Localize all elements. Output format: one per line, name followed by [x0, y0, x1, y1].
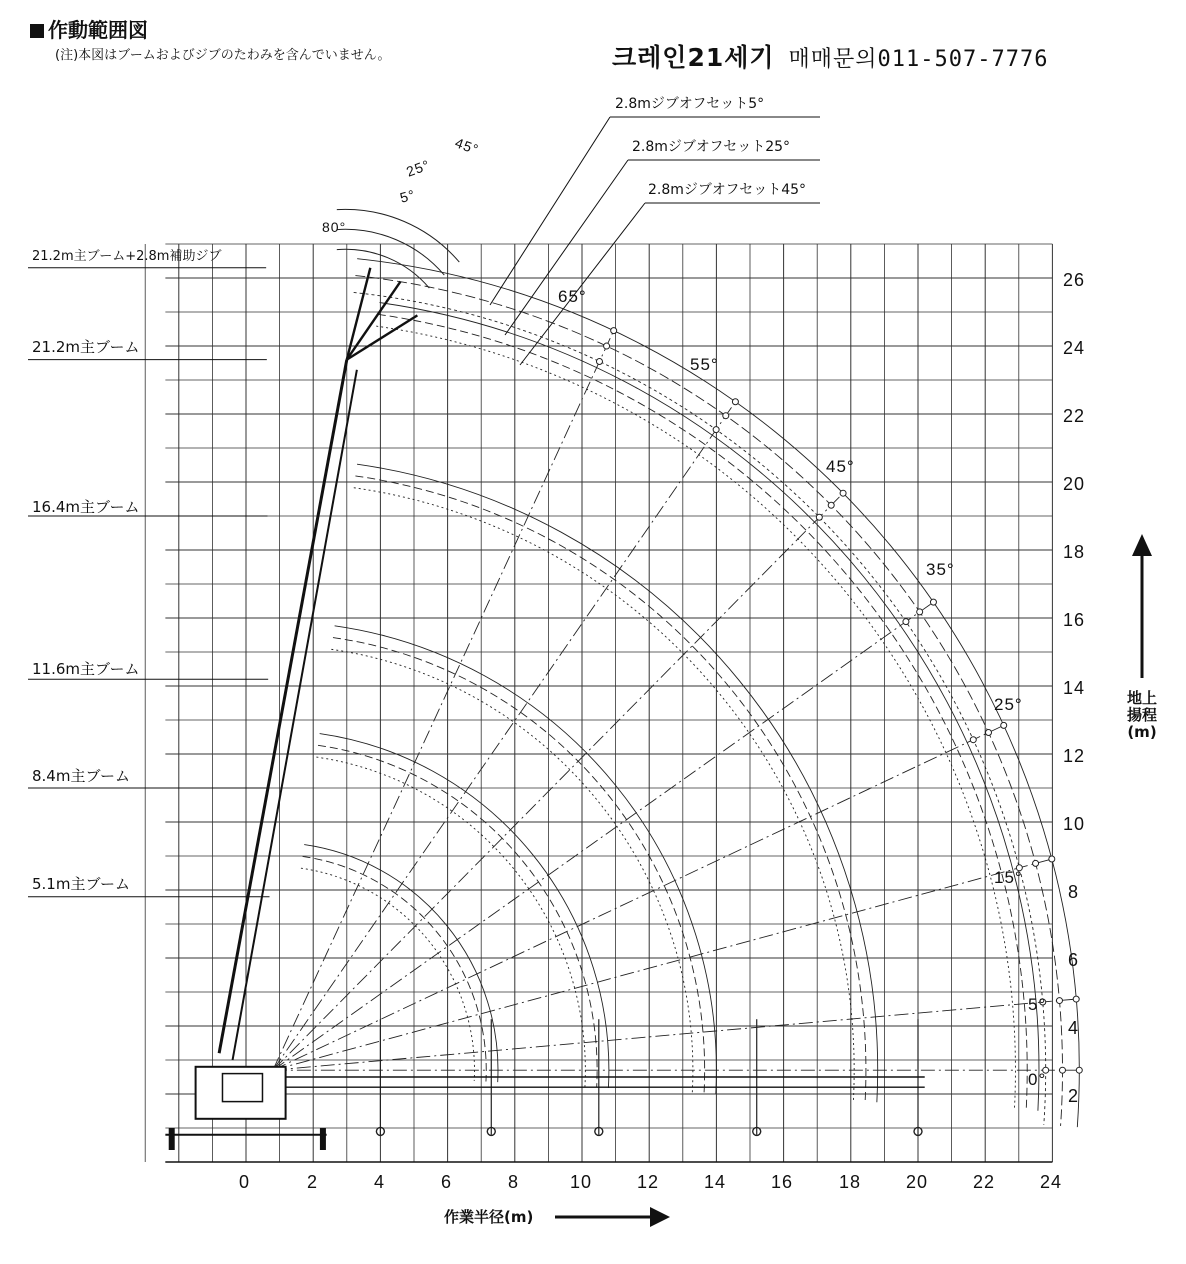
tip-marker [723, 413, 729, 419]
x-tick-4: 4 [374, 1172, 386, 1192]
y-tick-20: 20 [1063, 474, 1086, 494]
jib-offset-45-label: 2.8mジブオフセット45° [648, 182, 807, 198]
x-tick-20: 20 [906, 1172, 929, 1192]
tip-marker [1033, 860, 1039, 866]
y-axis-title: 地上揚程(m) [1127, 689, 1158, 741]
jib-reach-arc [354, 292, 1046, 1124]
tip-marker [713, 427, 719, 433]
y-axis-arrow-head [1132, 534, 1152, 556]
jib-label-leader [505, 160, 628, 335]
tip-marker [816, 514, 822, 520]
tip-marker [1056, 998, 1062, 1004]
x-tick-6: 6 [441, 1172, 453, 1192]
boom-angle-35-label: 35° [926, 560, 955, 579]
y-tick-14: 14 [1063, 678, 1086, 698]
jib-angle-arc [337, 229, 445, 275]
reach-arc [301, 868, 475, 1081]
x-tick-14: 14 [704, 1172, 727, 1192]
jib-25 [347, 281, 401, 359]
boom-angle-line [273, 999, 1076, 1070]
x-tick-12: 12 [637, 1172, 660, 1192]
tip-marker [611, 328, 617, 334]
ad-name: 크레인21세기 [612, 43, 775, 72]
x-tick-8: 8 [508, 1172, 520, 1192]
reach-arc [304, 845, 498, 1083]
reach-arc [335, 626, 717, 1094]
jib-offset-25-label: 2.8mジブオフセット25° [632, 139, 791, 155]
boom-label-jib: 21.2m主ブーム+2.8m補助ジブ [32, 249, 222, 264]
x-tick-2: 2 [307, 1172, 319, 1192]
tip-marker [1059, 1067, 1065, 1073]
y-tick-18: 18 [1063, 542, 1086, 562]
boom-label-5-1: 5.1m主ブーム [32, 875, 131, 893]
x-tick-24: 24 [1040, 1172, 1063, 1192]
y-tick-12: 12 [1063, 746, 1086, 766]
boom-label-21-2: 21.2m主ブーム [32, 338, 140, 356]
boom-angle-65-label: 65° [558, 287, 587, 306]
y-tick-10: 10 [1063, 814, 1086, 834]
jib-angle-25-label: 25° [403, 156, 433, 180]
reach-arc [357, 464, 878, 1102]
tip-marker [917, 609, 923, 615]
tip-marker [1049, 856, 1055, 862]
jib-angle-arc [337, 209, 460, 262]
boom-label-16-4: 16.4m主ブーム [32, 498, 140, 516]
outrigger-leg-left [169, 1128, 175, 1150]
tip-marker [1001, 722, 1007, 728]
title-text: 作動範囲図 [48, 18, 148, 42]
tip-marker [604, 343, 610, 349]
y-tick-22: 22 [1063, 406, 1086, 426]
chart-note: (注)本図はブームおよびジブのたわみを含んでいません。 [55, 48, 391, 63]
boom-angle-line [273, 602, 934, 1070]
y-tick-24: 24 [1063, 338, 1086, 358]
y-tick-2: 2 [1068, 1086, 1080, 1106]
x-tick-22: 22 [973, 1172, 996, 1192]
boom-label-8-4: 8.4m主ブーム [32, 767, 131, 785]
x-tick-16: 16 [771, 1172, 794, 1192]
reach-arc [355, 476, 866, 1102]
x-tick-18: 18 [839, 1172, 862, 1192]
boom-raised-edge [233, 370, 357, 1060]
ad-contact: 매매문의011-507-7776 [788, 47, 1049, 72]
boom-angle-line [273, 402, 736, 1070]
jib-angle-80-label: 80° [322, 219, 347, 235]
tip-marker [970, 737, 976, 743]
boom-angle-45-label: 45° [826, 457, 855, 476]
boom-angle-55-label: 55° [690, 355, 719, 374]
outrigger-leg-right [320, 1128, 326, 1150]
jib-offset-5-label: 2.8mジブオフセット5° [615, 96, 765, 112]
tip-marker [828, 502, 834, 508]
tip-marker [732, 399, 738, 405]
tip-marker [986, 730, 992, 736]
jib-angle-5-label: 5° [398, 186, 418, 206]
tip-marker [840, 490, 846, 496]
boom-angle-15-label: 15° [994, 868, 1023, 887]
tip-marker [903, 619, 909, 625]
x-axis-title: 作業半径(m) [444, 1208, 534, 1226]
tip-marker [1076, 1067, 1082, 1073]
tip-marker [1073, 996, 1079, 1002]
x-axis-arrow-head [650, 1207, 670, 1227]
y-tick-6: 6 [1068, 950, 1080, 970]
y-tick-16: 16 [1063, 610, 1086, 630]
tip-marker [930, 599, 936, 605]
x-tick-10: 10 [570, 1172, 593, 1192]
boom-angle-25-label: 25° [994, 695, 1023, 714]
reach-arc [378, 314, 1027, 1110]
boom-angle-line [273, 331, 614, 1071]
y-tick-4: 4 [1068, 1018, 1080, 1038]
jib-angle-arc [337, 249, 430, 288]
boom-label-11-6: 11.6m主ブーム [32, 660, 140, 678]
boom-angle-0-label: 0° [1028, 1070, 1047, 1089]
boom-angle-5-label: 5° [1028, 995, 1047, 1014]
boom-angle-line [273, 859, 1052, 1070]
y-tick-8: 8 [1068, 882, 1080, 902]
reach-arc [316, 757, 585, 1087]
jib-angle-45-label: 45° [452, 134, 482, 158]
reach-arc [318, 745, 597, 1087]
boom-angle-line [273, 725, 1004, 1070]
reach-arc [354, 488, 854, 1101]
tip-marker [596, 358, 602, 364]
y-tick-26: 26 [1063, 270, 1086, 290]
boom-angle-line [273, 493, 843, 1070]
crane-cab [222, 1074, 262, 1102]
x-tick-0: 0 [239, 1172, 251, 1192]
boom-raised [219, 360, 347, 1054]
reach-arc [320, 734, 609, 1088]
